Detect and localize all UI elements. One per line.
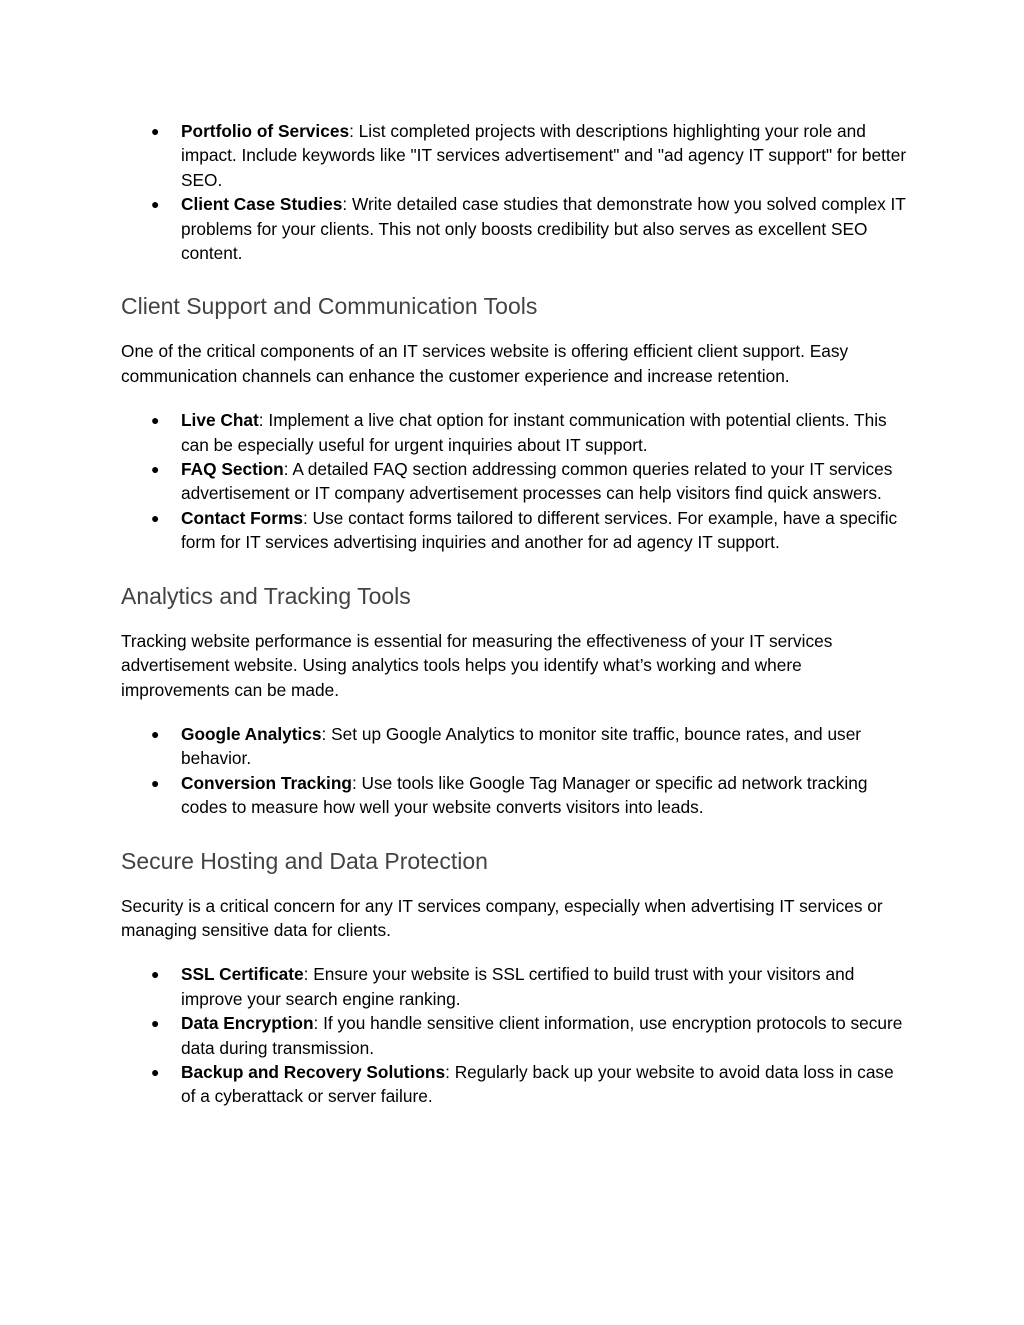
list-item [121, 962, 911, 1011]
list-item-text: : Regularly back up your website to avoid data loss in case of a cyberattack or server failure. [181, 1061, 894, 1107]
bullet-icon: ● [151, 774, 160, 791]
list-item [121, 771, 911, 820]
list-item-term: Data Encryption [181, 1013, 314, 1034]
section-bullet-list [121, 722, 911, 820]
section-paragraph: Security is a critical concern for any IT services company, especially when advertising IT services or managing sensitive data for clients. [121, 895, 883, 940]
list-item [121, 506, 911, 555]
section-heading-client-support: Client Support and Communication Tools [121, 293, 538, 320]
list-item [121, 1011, 911, 1060]
list-item [121, 192, 911, 265]
list-item-term: SSL Certificate [181, 964, 304, 985]
list-item-text: : A detailed FAQ section addressing common queries related to your IT services advertisement or IT company advertisement processes can help visitors find quick answers. [181, 459, 893, 504]
list-item-text: : List completed projects with descriptions highlighting your role and impact. Include keywords like "IT services advertisement" and "ad agency IT support" for better SEO. [181, 121, 907, 190]
section-bullet-list [121, 962, 911, 1108]
list-item-text: : Set up Google Analytics to monitor site traffic, bounce rates, and user behavior. [181, 723, 862, 769]
bullet-icon: ● [151, 1015, 160, 1032]
list-item [121, 722, 911, 771]
section-paragraph: Tracking website performance is essential for measuring the effectiveness of your IT services advertisement website. Using analytics tools helps you identify what’s working and where improvements can be made. [121, 630, 833, 700]
intro-bullet-list [121, 119, 911, 265]
list-item-text: : Ensure your website is SSL certified to build trust with your visitors and improve your search engine ranking. [181, 964, 855, 1009]
list-item-text: : If you handle sensitive client information, use encryption protocols to secure data during transmission. [181, 1013, 903, 1058]
list-item [121, 457, 911, 506]
list-item-term: Google Analytics [181, 723, 322, 744]
list-item [121, 119, 911, 192]
list-item-term: Portfolio of Services [181, 121, 350, 141]
document-content [121, 119, 911, 1135]
list-item-text: : Write detailed case studies that demonstrate how you solved complex IT problems for your clients. This not only boosts credibility but also serves as excellent SEO content. [181, 194, 906, 264]
bullet-icon: ● [151, 725, 160, 742]
bullet-icon: ● [151, 196, 160, 213]
list-item-term: Contact Forms [181, 507, 303, 528]
bullet-icon: ● [151, 1063, 160, 1080]
list-item [121, 408, 911, 457]
list-item-text: : Use tools like Google Tag Manager or specific ad network tracking codes to measure how well your website converts visitors into leads. [181, 772, 868, 818]
bullet-icon: ● [151, 412, 160, 429]
bullet-icon: ● [151, 509, 160, 526]
bullet-icon: ● [151, 123, 160, 139]
section-heading-analytics: Analytics and Tracking Tools [121, 582, 411, 609]
list-item-term: FAQ Section [181, 459, 284, 480]
bullet-icon: ● [151, 461, 160, 478]
list-item-term: Backup and Recovery Solutions [181, 1061, 446, 1082]
section-bullet-list [121, 408, 911, 554]
list-item-text: : Use contact forms tailored to different services. For example, have a specific form for IT services advertising inquiries and another for ad agency IT support. [181, 507, 898, 553]
list-item-term: Client Case Studies [181, 194, 343, 215]
list-item-term: Conversion Tracking [181, 772, 352, 793]
bullet-icon: ● [151, 966, 160, 983]
section-paragraph: One of the critical components of an IT services website is offering efficient client support. Easy communication channels can enhance the customer experience and increase retention. [121, 341, 849, 386]
list-item [121, 1060, 911, 1109]
list-item-text: : Implement a live chat option for instant communication with potential clients. This can be especially useful for urgent inquiries about IT support. [181, 410, 887, 455]
list-item-term: Live Chat [181, 410, 259, 431]
section-heading-secure-hosting: Secure Hosting and Data Protection [121, 847, 488, 874]
